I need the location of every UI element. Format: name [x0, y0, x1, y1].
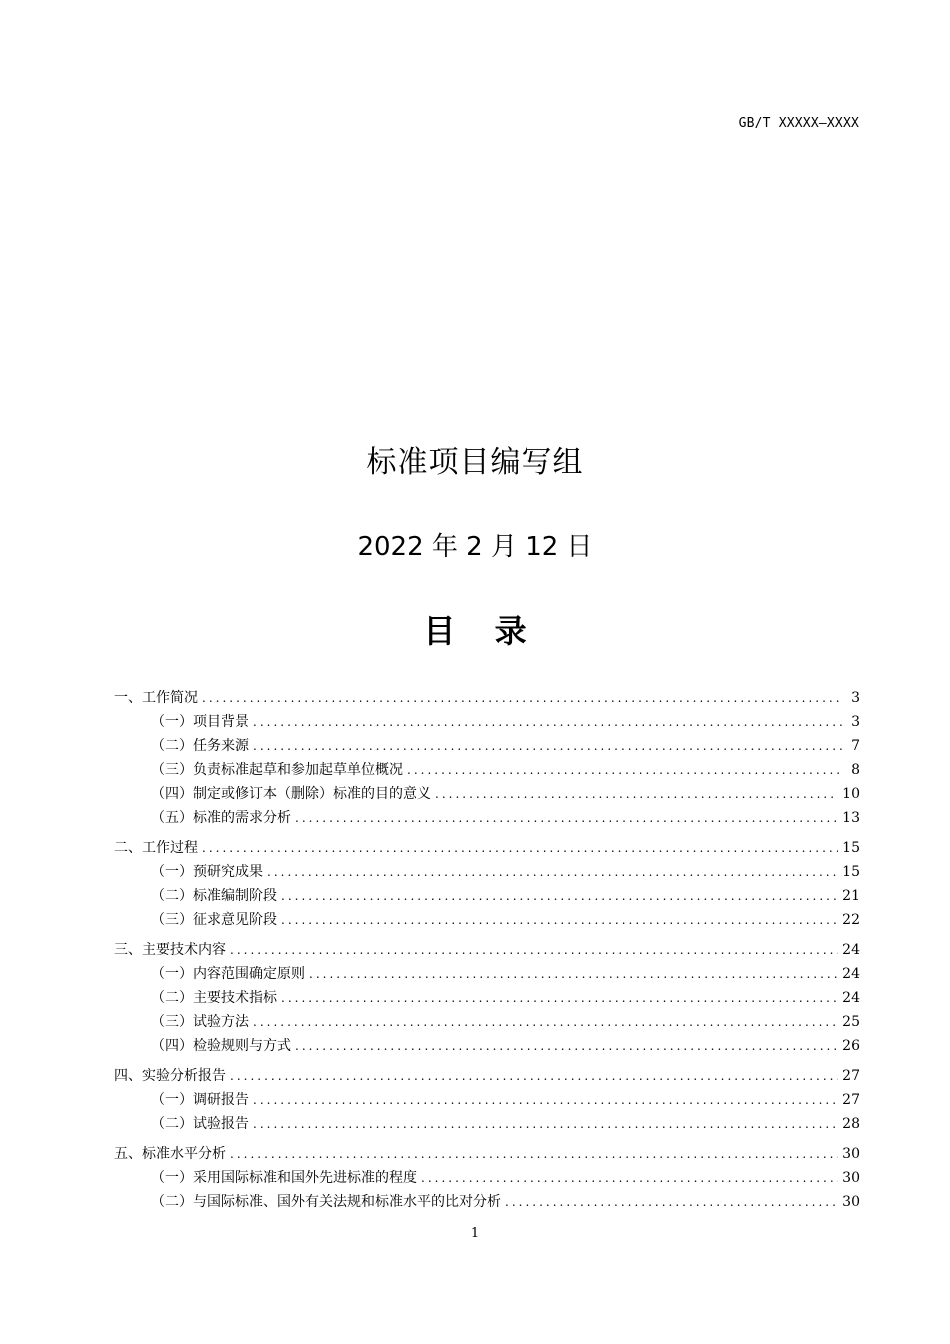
- toc-entry-label: （三）征求意见阶段: [151, 912, 277, 928]
- toc-entry-label: 四、实验分析报告: [114, 1068, 226, 1084]
- toc-entry-label: （一）内容范围确定原则: [151, 966, 305, 982]
- toc-entry-page: 24: [842, 990, 860, 1006]
- toc-subsection-entry[interactable]: [114, 884, 860, 908]
- toc-dot-leader: [202, 836, 838, 860]
- toc-dot-leader: [281, 884, 838, 908]
- toc-dot-leader: [505, 1190, 838, 1214]
- toc-subsection-entry[interactable]: [114, 734, 860, 758]
- toc-dot-leader: [267, 860, 838, 884]
- toc-dot-leader: [407, 758, 842, 782]
- toc-subsection-entry[interactable]: [114, 908, 860, 932]
- toc-section-entry[interactable]: [114, 686, 860, 710]
- toc-dot-leader: [230, 1142, 838, 1166]
- toc-dot-leader: [253, 710, 842, 734]
- toc-entry-label: （一）预研究成果: [151, 864, 263, 880]
- toc-dot-leader: [202, 686, 842, 710]
- toc-section-entry[interactable]: [114, 938, 860, 962]
- toc-subsection-entry[interactable]: [114, 962, 860, 986]
- toc-entry-label: （二）主要技术指标: [151, 990, 277, 1006]
- toc-entry-page: 15: [842, 864, 860, 880]
- toc-dot-leader: [281, 986, 838, 1010]
- toc-entry-label: （二）标准编制阶段: [151, 888, 277, 904]
- drafting-group-name: 标准项目编写组: [366, 445, 584, 480]
- toc-dot-leader: [253, 1112, 838, 1136]
- toc-entry-page: 13: [842, 810, 860, 826]
- toc-entry-page: 27: [842, 1068, 860, 1084]
- toc-subsection-entry[interactable]: [114, 758, 860, 782]
- toc-subsection-entry[interactable]: [114, 1010, 860, 1034]
- toc-dot-leader: [295, 806, 838, 830]
- toc-entry-page: 7: [851, 738, 860, 754]
- standard-code: GB/T XXXXX—XXXX: [738, 116, 859, 131]
- toc-entry-label: 三、主要技术内容: [114, 942, 226, 958]
- toc-entry-page: 10: [842, 786, 860, 802]
- toc-entry-label: （二）与国际标准、国外有关法规和标准水平的比对分析: [151, 1194, 501, 1210]
- toc-entry-page: 3: [851, 690, 860, 706]
- toc-dot-leader: [253, 1088, 838, 1112]
- toc-dot-leader: [421, 1166, 838, 1190]
- toc-entry-page: 25: [842, 1014, 860, 1030]
- document-date: 2022 年 2 月 12 日: [357, 532, 593, 562]
- toc-subsection-entry[interactable]: [114, 1034, 860, 1058]
- toc-entry-page: 30: [842, 1170, 860, 1186]
- toc-section-entry[interactable]: [114, 1064, 860, 1088]
- toc-entry-label: （二）试验报告: [151, 1116, 249, 1132]
- toc-entry-label: （四）检验规则与方式: [151, 1038, 291, 1054]
- toc-entry-label: 五、标准水平分析: [114, 1146, 226, 1162]
- toc-dot-leader: [435, 782, 838, 806]
- toc-entry-page: 28: [842, 1116, 860, 1132]
- toc-entry-label: （三）负责标准起草和参加起草单位概况: [151, 762, 403, 778]
- toc-entry-page: 8: [851, 762, 860, 778]
- toc-entry-label: （四）制定或修订本（删除）标准的目的意义: [151, 786, 431, 802]
- toc-entry-page: 26: [842, 1038, 860, 1054]
- toc-entry-page: 21: [842, 888, 860, 904]
- toc-entry-page: 30: [842, 1194, 860, 1210]
- toc-subsection-entry[interactable]: [114, 986, 860, 1010]
- toc-subsection-entry[interactable]: [114, 710, 860, 734]
- toc-entry-label: 一、工作简况: [114, 690, 198, 706]
- toc-title: 目 录: [423, 612, 541, 650]
- toc-entry-label: （三）试验方法: [151, 1014, 249, 1030]
- toc-dot-leader: [253, 734, 842, 758]
- toc-entry-label: （一）调研报告: [151, 1092, 249, 1108]
- toc-entry-label: （一）项目背景: [151, 714, 249, 730]
- table-of-contents: [114, 686, 860, 1214]
- toc-entry-page: 24: [842, 966, 860, 982]
- toc-dot-leader: [230, 1064, 838, 1088]
- toc-subsection-entry[interactable]: [114, 1088, 860, 1112]
- toc-dot-leader: [230, 938, 838, 962]
- toc-subsection-entry[interactable]: [114, 860, 860, 884]
- toc-entry-label: （五）标准的需求分析: [151, 810, 291, 826]
- toc-entry-page: 3: [851, 714, 860, 730]
- toc-entry-page: 22: [842, 912, 860, 928]
- toc-section-entry[interactable]: [114, 836, 860, 860]
- toc-entry-label: （一）采用国际标准和国外先进标准的程度: [151, 1170, 417, 1186]
- toc-dot-leader: [281, 908, 838, 932]
- toc-subsection-entry[interactable]: [114, 806, 860, 830]
- toc-subsection-entry[interactable]: [114, 782, 860, 806]
- toc-subsection-entry[interactable]: [114, 1112, 860, 1136]
- toc-subsection-entry[interactable]: [114, 1190, 860, 1214]
- toc-entry-page: 24: [842, 942, 860, 958]
- toc-dot-leader: [309, 962, 838, 986]
- toc-section-entry[interactable]: [114, 1142, 860, 1166]
- toc-dot-leader: [253, 1010, 838, 1034]
- toc-entry-page: 15: [842, 840, 860, 856]
- toc-entry-page: 27: [842, 1092, 860, 1108]
- toc-subsection-entry[interactable]: [114, 1166, 860, 1190]
- toc-entry-page: 30: [842, 1146, 860, 1162]
- toc-entry-label: （二）任务来源: [151, 738, 249, 754]
- toc-dot-leader: [295, 1034, 838, 1058]
- page-number: 1: [470, 1226, 480, 1241]
- toc-entry-label: 二、工作过程: [114, 840, 198, 856]
